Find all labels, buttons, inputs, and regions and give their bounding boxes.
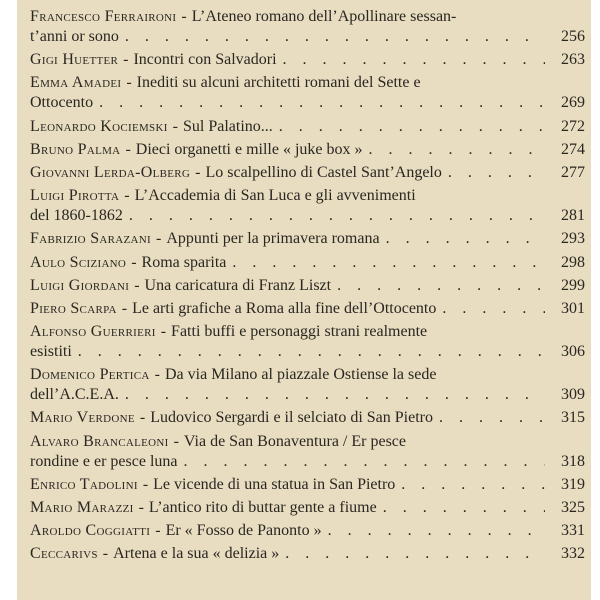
toc-entry <box>30 498 585 518</box>
toc-entry <box>30 73 585 113</box>
toc-entry <box>30 322 585 362</box>
toc-entry-line <box>30 342 585 362</box>
toc-author: Ceccarivs <box>30 545 98 563</box>
toc-entry-line <box>30 498 585 518</box>
toc-title: Appunti per la primavera romana <box>166 230 380 248</box>
toc-entry-line <box>30 276 585 296</box>
book-page <box>17 0 591 600</box>
toc-entry-line <box>30 93 585 113</box>
toc-title: dell’A.C.E.A. <box>30 386 119 404</box>
toc-entry <box>30 253 585 273</box>
leader-dots <box>279 544 545 564</box>
toc-title: L’antico rito di buttar gente a fiume <box>148 499 377 516</box>
toc-entry-line <box>30 206 585 226</box>
leader-dots <box>433 408 545 428</box>
leader-dots <box>377 498 545 518</box>
toc-title: rondine e er pesce luna <box>30 452 178 470</box>
toc-entry <box>30 365 585 405</box>
toc-entry-line <box>30 408 585 428</box>
toc-title: Artena e la sua « delizia » <box>113 545 280 563</box>
toc-entry-line <box>30 7 585 27</box>
leader-dots <box>119 27 545 47</box>
toc-author: Luigi Pirotta <box>30 187 120 205</box>
toc-entry <box>30 7 585 47</box>
toc-entry <box>30 521 585 541</box>
toc-page-number: 281 <box>561 207 585 225</box>
toc-title: t’anni or sono <box>30 28 119 45</box>
toc-entry-line <box>30 544 585 564</box>
toc-title: L’Accademia di San Luca e gli avvenimenti <box>134 187 416 205</box>
toc-entry <box>30 544 585 564</box>
toc-separator: - <box>181 8 187 25</box>
toc-entry-line <box>30 475 585 495</box>
toc-author: Aroldo Coggiatti <box>30 522 151 540</box>
toc-title: esistiti <box>30 343 72 361</box>
toc-title: Fatti buffi e personaggi strani realmente <box>171 323 428 341</box>
toc-title: Inediti su alcuni architetti romani del Sette e <box>136 74 421 92</box>
toc-entry-line <box>30 432 585 452</box>
toc-entry <box>30 229 585 249</box>
toc-entry-line <box>30 299 585 319</box>
toc-page-number: 263 <box>561 51 585 69</box>
leader-dots <box>273 117 545 137</box>
leader-dots <box>123 206 545 226</box>
toc-separator: - <box>138 499 144 516</box>
toc-separator: - <box>142 475 149 493</box>
toc-author: Bruno Palma <box>30 140 121 158</box>
leader-dots <box>363 140 545 160</box>
toc-page-number: 298 <box>561 253 585 271</box>
toc-author: Luigi Giordani <box>30 276 130 294</box>
toc-separator: - <box>156 230 162 248</box>
toc-separator: - <box>172 117 178 135</box>
toc-page-number: 325 <box>561 499 585 516</box>
toc-page-number: 315 <box>561 409 585 427</box>
toc-separator: - <box>139 409 146 427</box>
toc-page-number: 309 <box>561 386 585 404</box>
toc-author: Emma Amadei <box>30 74 122 92</box>
toc-title: Le vicende di una statua in San Pietro <box>153 475 396 493</box>
toc-author: Enrico Tadolini <box>30 475 138 493</box>
leader-dots <box>93 93 545 113</box>
toc-entry-line <box>30 452 585 472</box>
toc-title: Er « Fosso de Panonto » <box>165 522 322 540</box>
toc-entry-line <box>30 163 585 183</box>
toc-title: L’Ateneo romano dell’Apollinare sessan- <box>191 8 457 25</box>
toc-entry <box>30 117 585 137</box>
toc-author: Leonardo Kociemski <box>30 117 168 135</box>
toc-page-number: 269 <box>561 94 585 112</box>
toc-author: Francesco Ferraironi <box>30 8 177 25</box>
toc-page-number: 277 <box>561 163 585 181</box>
toc-title: Le arti grafiche a Roma alla fine dell’Ottocento <box>132 299 437 317</box>
leader-dots <box>119 385 545 405</box>
toc-entry <box>30 140 585 160</box>
toc-page-number: 293 <box>561 230 585 248</box>
toc-title: Via de San Bonaventura / Er pesce <box>183 432 406 450</box>
toc-title: Ludovico Sergardi e il selciato di San Pietro <box>150 409 433 427</box>
toc-separator: - <box>125 140 131 158</box>
toc-entry-line <box>30 365 585 385</box>
leader-dots <box>277 50 545 70</box>
toc-page-number: 331 <box>561 522 585 540</box>
leader-dots <box>177 452 545 472</box>
toc-title: Una caricatura di Franz Liszt <box>144 276 332 294</box>
toc-entry-line <box>30 253 585 273</box>
toc-title: del 1860-1862 <box>30 207 123 225</box>
toc-entry <box>30 163 585 183</box>
leader-dots <box>380 229 545 249</box>
leader-dots <box>442 163 545 183</box>
toc-title: Roma sparita <box>141 253 227 271</box>
toc-title: Dieci organetti e mille « juke box » <box>135 140 363 158</box>
toc-author: Alfonso Guerrieri <box>30 323 156 341</box>
toc-entry <box>30 50 585 70</box>
toc-separator: - <box>134 276 140 294</box>
toc-entry <box>30 186 585 226</box>
leader-dots <box>322 521 545 541</box>
toc-entry-line <box>30 27 585 47</box>
toc-page-number: 256 <box>561 28 585 45</box>
leader-dots <box>226 253 545 273</box>
toc-separator: - <box>121 299 128 317</box>
table-of-contents <box>30 7 585 568</box>
toc-page-number: 301 <box>561 299 585 317</box>
toc-page-number: 272 <box>561 117 585 135</box>
toc-title: Sul Palatino... <box>183 117 273 135</box>
toc-entry-line <box>30 140 585 160</box>
leader-dots <box>72 342 545 362</box>
toc-author: Mario Marazzi <box>30 499 134 516</box>
toc-entry-line <box>30 73 585 93</box>
toc-title: Da via Milano al piazzale Ostiense la sede <box>164 366 437 384</box>
toc-author: Fabrizio Sarazani <box>30 230 151 248</box>
toc-separator: - <box>154 366 160 384</box>
leader-dots <box>331 276 545 296</box>
toc-author: Aulo Sciziano <box>30 253 127 271</box>
toc-separator: - <box>123 51 129 69</box>
toc-entry-line <box>30 385 585 405</box>
toc-separator: - <box>124 187 130 205</box>
toc-entry <box>30 276 585 296</box>
toc-separator: - <box>131 253 137 271</box>
toc-author: Gigi Huetter <box>30 51 119 69</box>
toc-entry-line <box>30 50 585 70</box>
toc-entry <box>30 432 585 472</box>
toc-author: Domenico Pertica <box>30 366 150 384</box>
toc-separator: - <box>102 545 109 563</box>
toc-page-number: 318 <box>561 452 585 470</box>
toc-title: Ottocento <box>30 94 94 112</box>
toc-entry <box>30 408 585 428</box>
toc-entry <box>30 299 585 319</box>
toc-entry-line <box>30 229 585 249</box>
toc-separator: - <box>155 522 161 540</box>
toc-entry-line <box>30 117 585 137</box>
toc-page-number: 332 <box>561 545 585 563</box>
toc-entry-line <box>30 521 585 541</box>
toc-author: Piero Scarpa <box>30 299 117 317</box>
toc-author: Mario Verdone <box>30 409 135 427</box>
toc-page-number: 274 <box>561 140 585 158</box>
toc-page-number: 319 <box>561 475 585 493</box>
toc-author: Alvaro Brancaleoni <box>30 432 169 450</box>
toc-entry-line <box>30 322 585 342</box>
leader-dots <box>436 299 545 319</box>
toc-title: Lo scalpellino di Castel Sant’Angelo <box>205 163 442 181</box>
toc-separator: - <box>160 323 167 341</box>
leader-dots <box>395 475 545 495</box>
toc-page-number: 306 <box>561 343 585 361</box>
toc-separator: - <box>126 74 132 92</box>
toc-entry-line <box>30 186 585 206</box>
toc-page-number: 299 <box>561 276 585 294</box>
toc-title: Incontri con Salvadori <box>133 51 277 69</box>
toc-separator: - <box>173 432 179 450</box>
toc-separator: - <box>195 163 201 181</box>
toc-author: Giovanni Lerda-Olberg <box>30 163 191 181</box>
toc-entry <box>30 475 585 495</box>
